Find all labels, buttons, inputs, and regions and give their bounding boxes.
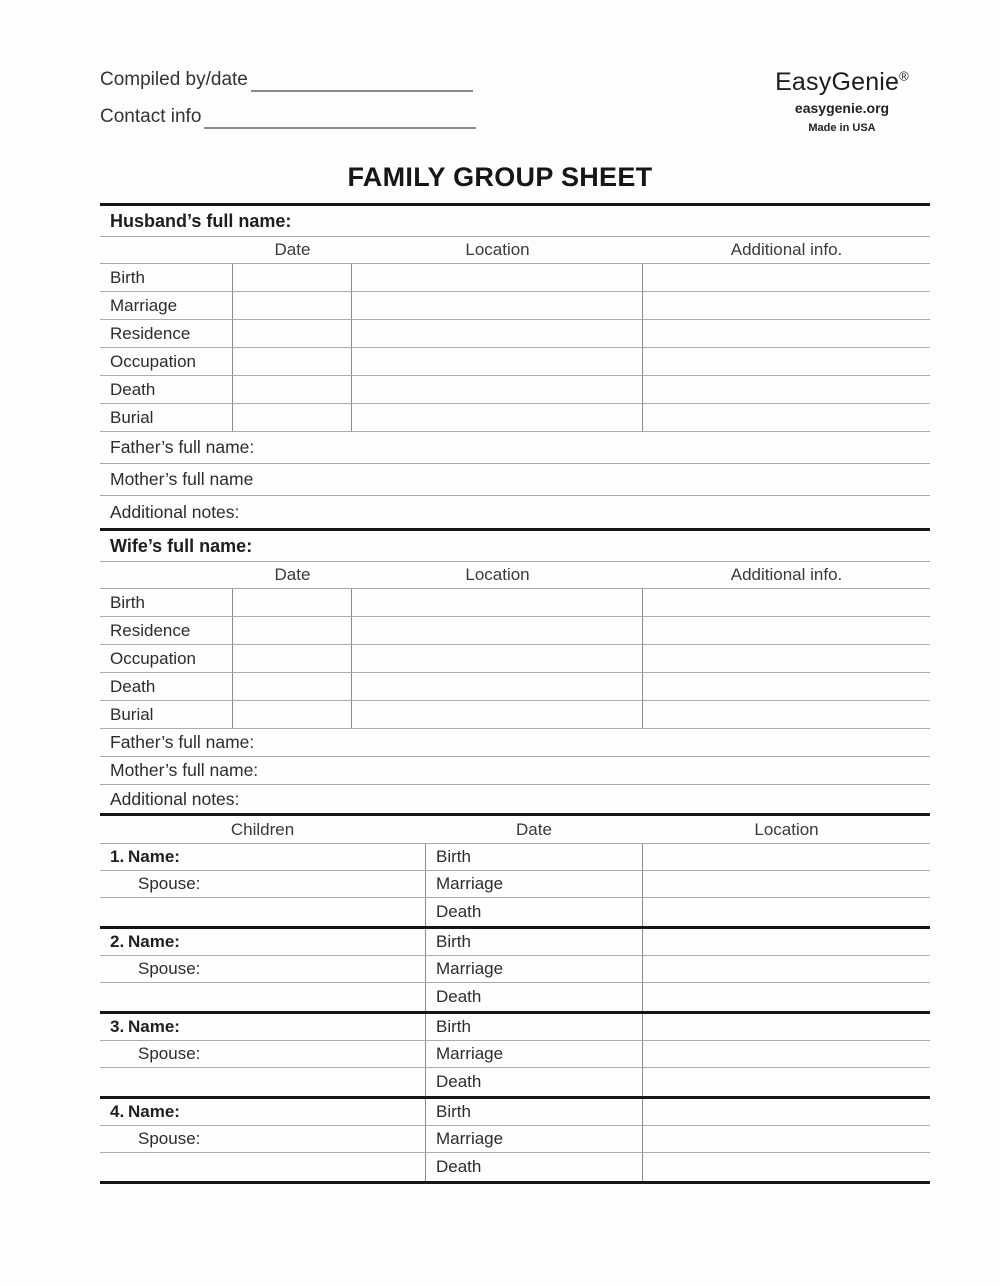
child-spouse-row bbox=[100, 1041, 930, 1068]
location-cell bbox=[352, 320, 643, 347]
compiler-info-block bbox=[100, 66, 476, 140]
additional-info-cell bbox=[643, 589, 930, 616]
event-label: Burial bbox=[100, 701, 233, 728]
name-label: Name: bbox=[128, 847, 180, 866]
event-label: Birth bbox=[100, 264, 233, 291]
child-name-cell bbox=[100, 1099, 425, 1125]
location-cell bbox=[643, 1099, 930, 1125]
event-label: Occupation bbox=[100, 348, 233, 375]
event-label: Death bbox=[100, 673, 233, 700]
location-cell bbox=[643, 1068, 930, 1096]
husband-marriage-row bbox=[100, 292, 930, 320]
additional-info-cell bbox=[643, 376, 930, 403]
event-label: Death bbox=[425, 898, 643, 926]
additional-info-cell bbox=[643, 348, 930, 375]
event-label: Death bbox=[425, 1153, 643, 1181]
event-label: Death bbox=[425, 1068, 643, 1096]
child-2-block bbox=[100, 929, 930, 1014]
wife-section bbox=[100, 528, 930, 813]
page-title: FAMILY GROUP SHEET bbox=[347, 162, 653, 192]
location-cell bbox=[643, 1041, 930, 1067]
husband-residence-row bbox=[100, 320, 930, 348]
brand-website: easygenie.org bbox=[794, 100, 890, 116]
child-3-block bbox=[100, 1014, 930, 1099]
date-cell bbox=[233, 376, 352, 403]
wife-death-row bbox=[100, 673, 930, 701]
wife-birth-row bbox=[100, 589, 930, 617]
location-cell bbox=[643, 898, 930, 926]
brand-block bbox=[752, 66, 932, 134]
location-cell bbox=[352, 292, 643, 319]
event-label: Birth bbox=[425, 1099, 643, 1125]
date-cell bbox=[233, 292, 352, 319]
event-label: Marriage bbox=[425, 871, 643, 897]
additional-info-column-header: Additional info. bbox=[730, 565, 843, 584]
location-cell bbox=[643, 983, 930, 1011]
husband-mother-full-name-row: Mother’s full name bbox=[100, 464, 930, 496]
additional-info-cell bbox=[643, 404, 930, 431]
location-column-header: Location bbox=[465, 565, 530, 584]
date-column-header: Date bbox=[274, 565, 311, 584]
date-cell bbox=[233, 348, 352, 375]
child-spouse-row bbox=[100, 1126, 930, 1153]
location-cell bbox=[643, 1014, 930, 1040]
compiled-by-blank-line bbox=[251, 70, 473, 92]
husband-birth-row bbox=[100, 264, 930, 292]
child-spouse-cell bbox=[100, 1126, 425, 1152]
child-empty-cell bbox=[100, 983, 425, 1011]
husband-section bbox=[100, 203, 930, 528]
event-label: Birth bbox=[425, 929, 643, 955]
brand-name: EasyGenie bbox=[775, 68, 900, 96]
compiled-by-row bbox=[100, 66, 476, 92]
location-cell bbox=[643, 844, 930, 870]
contact-info-row bbox=[100, 103, 476, 129]
child-name-row bbox=[100, 1014, 930, 1041]
location-cell bbox=[352, 264, 643, 291]
child-name-cell bbox=[100, 1014, 425, 1040]
child-spouse-cell bbox=[100, 956, 425, 982]
child-number: 1. bbox=[110, 847, 125, 866]
child-empty-cell bbox=[100, 1068, 425, 1096]
compiled-by-label: Compiled by/date bbox=[100, 69, 248, 90]
location-cell bbox=[643, 871, 930, 897]
child-empty-cell bbox=[100, 898, 425, 926]
location-cell bbox=[643, 1153, 930, 1181]
child-number: 3. bbox=[110, 1017, 125, 1036]
event-label: Birth bbox=[425, 844, 643, 870]
event-label: Marriage bbox=[425, 956, 643, 982]
location-cell bbox=[352, 348, 643, 375]
wife-occupation-row bbox=[100, 645, 930, 673]
spouse-label: Spouse: bbox=[138, 959, 201, 978]
event-label: Death bbox=[100, 376, 233, 403]
child-name-cell bbox=[100, 844, 425, 870]
date-cell bbox=[233, 701, 352, 728]
location-cell bbox=[352, 404, 643, 431]
date-cell bbox=[233, 404, 352, 431]
location-cell bbox=[643, 929, 930, 955]
child-death-row bbox=[100, 1153, 930, 1181]
husband-father-full-name-row: Father’s full name: bbox=[100, 432, 930, 464]
location-cell bbox=[352, 673, 643, 700]
wife-father-full-name-row: Father’s full name: bbox=[100, 729, 930, 757]
spouse-label: Spouse: bbox=[138, 874, 201, 893]
event-label: Burial bbox=[100, 404, 233, 431]
spouse-label: Spouse: bbox=[138, 1044, 201, 1063]
child-spouse-cell bbox=[100, 1041, 425, 1067]
children-column-headers bbox=[100, 816, 930, 844]
event-label: Residence bbox=[100, 320, 233, 347]
date-cell bbox=[233, 320, 352, 347]
contact-info-label: Contact info bbox=[100, 106, 202, 127]
wife-full-name-row: Wife’s full name: bbox=[100, 531, 930, 562]
made-in-usa-label: Made in USA bbox=[808, 122, 876, 134]
child-4-block bbox=[100, 1099, 930, 1181]
child-spouse-row bbox=[100, 956, 930, 983]
event-label: Marriage bbox=[100, 292, 233, 319]
child-number: 2. bbox=[110, 932, 125, 951]
child-number: 4. bbox=[110, 1102, 125, 1121]
additional-info-cell bbox=[643, 645, 930, 672]
spouse-label: Spouse: bbox=[138, 1129, 201, 1148]
children-column-header: Children bbox=[230, 819, 295, 839]
brand-logo bbox=[752, 68, 932, 97]
event-label: Occupation bbox=[100, 645, 233, 672]
wife-column-headers bbox=[100, 562, 930, 589]
date-column-header: Date bbox=[516, 819, 552, 839]
location-column-header: Location bbox=[754, 819, 819, 839]
child-name-row bbox=[100, 929, 930, 956]
event-label: Death bbox=[425, 983, 643, 1011]
date-column-header: Date bbox=[274, 240, 311, 259]
husband-full-name-row: Husband’s full name: bbox=[100, 206, 930, 237]
wife-burial-row bbox=[100, 701, 930, 729]
date-cell bbox=[233, 589, 352, 616]
husband-death-row bbox=[100, 376, 930, 404]
date-cell bbox=[233, 673, 352, 700]
child-name-row bbox=[100, 844, 930, 871]
wife-additional-notes-row: Additional notes: bbox=[110, 788, 240, 809]
location-cell bbox=[352, 589, 643, 616]
child-spouse-cell bbox=[100, 871, 425, 897]
child-death-row bbox=[100, 898, 930, 926]
registered-trademark-mark: ® bbox=[899, 68, 909, 84]
child-1-block bbox=[100, 844, 930, 929]
wife-mother-full-name-row: Mother’s full name: bbox=[100, 757, 930, 785]
event-label: Residence bbox=[100, 617, 233, 644]
wife-residence-row bbox=[100, 617, 930, 645]
location-cell bbox=[352, 617, 643, 644]
additional-info-cell bbox=[643, 320, 930, 347]
additional-info-column-header: Additional info. bbox=[730, 240, 843, 259]
children-section bbox=[100, 813, 930, 1184]
additional-info-cell bbox=[643, 292, 930, 319]
contact-info-blank-line bbox=[204, 107, 476, 129]
event-label: Marriage bbox=[425, 1126, 643, 1152]
location-cell bbox=[643, 1126, 930, 1152]
location-column-header: Location bbox=[465, 240, 530, 259]
additional-info-cell bbox=[643, 701, 930, 728]
child-name-cell bbox=[100, 929, 425, 955]
event-label: Birth bbox=[425, 1014, 643, 1040]
event-label: Birth bbox=[100, 589, 233, 616]
husband-burial-row bbox=[100, 404, 930, 432]
child-empty-cell bbox=[100, 1153, 425, 1181]
location-cell bbox=[352, 376, 643, 403]
child-death-row bbox=[100, 983, 930, 1011]
additional-info-cell bbox=[643, 617, 930, 644]
husband-column-headers bbox=[100, 237, 930, 264]
husband-occupation-row bbox=[100, 348, 930, 376]
name-label: Name: bbox=[128, 1017, 180, 1036]
additional-info-cell bbox=[643, 264, 930, 291]
date-cell bbox=[233, 264, 352, 291]
child-death-row bbox=[100, 1068, 930, 1096]
location-cell bbox=[352, 645, 643, 672]
location-cell bbox=[352, 701, 643, 728]
page-header bbox=[100, 66, 932, 140]
form-body bbox=[100, 203, 930, 1184]
child-spouse-row bbox=[100, 871, 930, 898]
name-label: Name: bbox=[128, 1102, 180, 1121]
date-cell bbox=[233, 617, 352, 644]
event-label: Marriage bbox=[425, 1041, 643, 1067]
date-cell bbox=[233, 645, 352, 672]
husband-additional-notes-row: Additional notes: bbox=[110, 501, 240, 522]
additional-info-cell bbox=[643, 673, 930, 700]
child-name-row bbox=[100, 1099, 930, 1126]
location-cell bbox=[643, 956, 930, 982]
name-label: Name: bbox=[128, 932, 180, 951]
